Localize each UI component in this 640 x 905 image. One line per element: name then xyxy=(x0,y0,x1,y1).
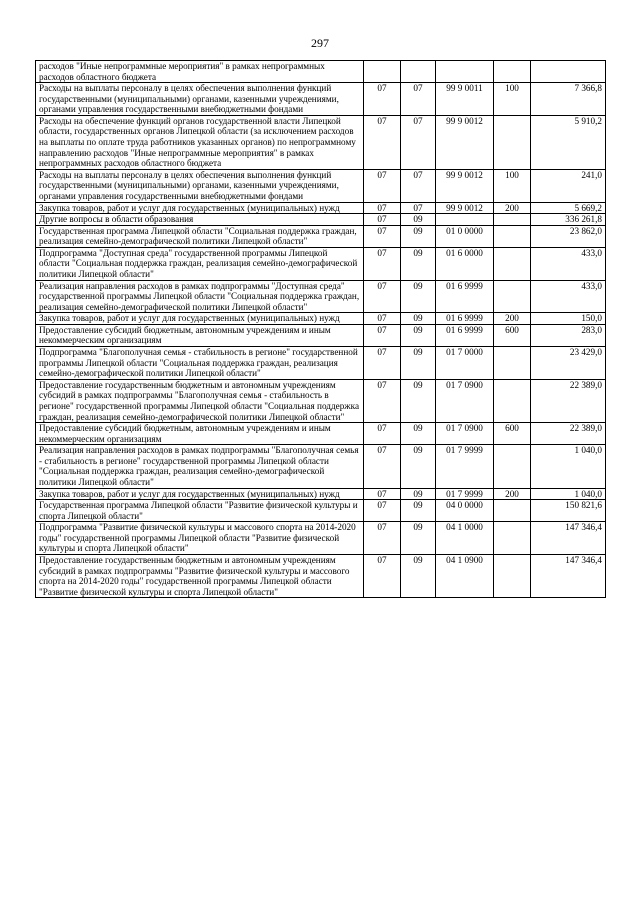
row-amount: 5 669,2 xyxy=(531,202,606,214)
row-target-article xyxy=(436,61,494,83)
row-section-code: 07 xyxy=(364,214,401,226)
row-subsection-code: 09 xyxy=(401,324,436,346)
table-row xyxy=(36,379,606,422)
table-row xyxy=(36,500,606,522)
table-row xyxy=(36,61,606,83)
row-subsection-code: 07 xyxy=(401,202,436,214)
row-section-code: 07 xyxy=(364,379,401,422)
row-target-article: 01 0 0000 xyxy=(436,225,494,247)
row-amount: 433,0 xyxy=(531,280,606,313)
row-target-article: 04 1 0000 xyxy=(436,522,494,555)
table-row xyxy=(36,214,606,226)
row-amount: 147 346,4 xyxy=(531,555,606,598)
row-section-code: 07 xyxy=(364,423,401,445)
row-subsection-code: 09 xyxy=(401,445,436,488)
row-amount: 7 366,8 xyxy=(531,83,606,116)
row-subsection-code: 09 xyxy=(401,214,436,226)
row-section-code: 07 xyxy=(364,169,401,202)
row-target-article: 99 9 0012 xyxy=(436,115,494,169)
row-target-article: 01 6 9999 xyxy=(436,324,494,346)
row-subsection-code: 09 xyxy=(401,522,436,555)
row-subsection-code: 07 xyxy=(401,83,436,116)
row-name: Подпрограмма "Доступная среда" государственной программы Липецкой области "Социальная поддержка граждан, реализация семейно-демографической политики Липецкой области" xyxy=(36,247,364,280)
row-amount: 150,0 xyxy=(531,313,606,325)
row-expense-type: 100 xyxy=(494,169,531,202)
row-amount: 147 346,4 xyxy=(531,522,606,555)
row-target-article: 01 7 9999 xyxy=(436,488,494,500)
row-section-code: 07 xyxy=(364,280,401,313)
row-section-code: 07 xyxy=(364,225,401,247)
table-row xyxy=(36,169,606,202)
row-section-code: 07 xyxy=(364,488,401,500)
row-target-article: 99 9 0012 xyxy=(436,202,494,214)
table-row xyxy=(36,347,606,380)
row-amount: 283,0 xyxy=(531,324,606,346)
row-expense-type xyxy=(494,115,531,169)
row-section-code: 07 xyxy=(364,324,401,346)
row-name: Предоставление государственным бюджетным и автономным учреждениям субсидий в рамках подпрограммы "Благополучная семья - стабильность в регионе" государственной программы Липецкой области "Социальная поддержка граждан, реализация семейно-демографической политики Липецкой области" xyxy=(36,379,364,422)
table-row xyxy=(36,445,606,488)
row-target-article: 04 0 0000 xyxy=(436,500,494,522)
row-subsection-code xyxy=(401,61,436,83)
row-target-article: 04 1 0900 xyxy=(436,555,494,598)
row-subsection-code: 09 xyxy=(401,347,436,380)
row-name: Расходы на обеспечение функций органов государственной власти Липецкой области, государственных органов Липецкой области (за исключением расходов на выплаты по оплате труда работников указанных органов) по непрограммному направлению расходов "Иные непрограммные мероприятия" в рамках непрограммных расходов областного бюджета xyxy=(36,115,364,169)
row-amount: 433,0 xyxy=(531,247,606,280)
row-amount: 1 040,0 xyxy=(531,488,606,500)
row-expense-type: 100 xyxy=(494,83,531,116)
row-expense-type xyxy=(494,247,531,280)
row-subsection-code: 09 xyxy=(401,313,436,325)
row-name: Расходы на выплаты персоналу в целях обеспечения выполнения функций государственными (муниципальными) органами, казенными учреждениями, органами управления государственными внебюджетными фондами xyxy=(36,83,364,116)
row-target-article: 99 9 0012 xyxy=(436,169,494,202)
row-target-article: 99 9 0011 xyxy=(436,83,494,116)
row-target-article: 01 7 9999 xyxy=(436,445,494,488)
row-section-code: 07 xyxy=(364,202,401,214)
row-subsection-code: 09 xyxy=(401,225,436,247)
row-expense-type xyxy=(494,555,531,598)
row-name: Предоставление субсидий бюджетным, автономным учреждениям и иным некоммерческим организациям xyxy=(36,324,364,346)
row-subsection-code: 07 xyxy=(401,115,436,169)
row-section-code: 07 xyxy=(364,500,401,522)
row-section-code: 07 xyxy=(364,247,401,280)
row-expense-type xyxy=(494,225,531,247)
row-section-code xyxy=(364,61,401,83)
row-section-code: 07 xyxy=(364,313,401,325)
row-expense-type xyxy=(494,214,531,226)
row-subsection-code: 09 xyxy=(401,555,436,598)
row-subsection-code: 09 xyxy=(401,280,436,313)
row-name: Реализация направления расходов в рамках подпрограммы "Благополучная семья - стабильность в регионе" государственной программы Липецкой области "Социальная поддержка граждан, реализация семейно-демографической политики Липецкой области" xyxy=(36,445,364,488)
row-section-code: 07 xyxy=(364,347,401,380)
row-name: Расходы на выплаты персоналу в целях обеспечения выполнения функций государственными (муниципальными) органами, казенными учреждениями, органами управления государственными внебюджетными фондами xyxy=(36,169,364,202)
row-name: Предоставление государственным бюджетным и автономным учреждениям субсидий в рамках подпрограммы "Развитие физической культуры и массового спорта на 2014-2020 годы" государственной программы Липецкой области "Развитие физической культуры и спорта Липецкой области" xyxy=(36,555,364,598)
row-amount xyxy=(531,61,606,83)
row-expense-type xyxy=(494,280,531,313)
row-target-article: 01 6 9999 xyxy=(436,313,494,325)
row-subsection-code: 09 xyxy=(401,500,436,522)
table-row xyxy=(36,225,606,247)
row-expense-type: 200 xyxy=(494,313,531,325)
row-section-code: 07 xyxy=(364,445,401,488)
table-row xyxy=(36,324,606,346)
row-subsection-code: 09 xyxy=(401,247,436,280)
row-name: Предоставление субсидий бюджетным, автономным учреждениям и иным некоммерческим организациям xyxy=(36,423,364,445)
table-row xyxy=(36,202,606,214)
row-target-article: 01 7 0900 xyxy=(436,423,494,445)
row-expense-type: 600 xyxy=(494,324,531,346)
row-expense-type: 600 xyxy=(494,423,531,445)
row-amount: 23 429,0 xyxy=(531,347,606,380)
row-amount: 150 821,6 xyxy=(531,500,606,522)
row-name: Закупка товаров, работ и услуг для государственных (муниципальных) нужд xyxy=(36,313,364,325)
table-row xyxy=(36,115,606,169)
row-expense-type xyxy=(494,445,531,488)
row-name: Реализация направления расходов в рамках подпрограммы "Доступная среда" государственной программы Липецкой области "Социальная поддержка граждан, реализация семейно-демографической политики Липецкой области" xyxy=(36,280,364,313)
table-row xyxy=(36,555,606,598)
row-amount: 22 389,0 xyxy=(531,423,606,445)
row-target-article: 01 6 0000 xyxy=(436,247,494,280)
row-amount: 336 261,8 xyxy=(531,214,606,226)
table-row xyxy=(36,83,606,116)
row-target-article: 01 6 9999 xyxy=(436,280,494,313)
table-row xyxy=(36,423,606,445)
row-section-code: 07 xyxy=(364,555,401,598)
table-row xyxy=(36,280,606,313)
row-name: расходов "Иные непрограммные мероприятия" в рамках непрограммных расходов областного бюджета xyxy=(36,61,364,83)
table-row xyxy=(36,522,606,555)
row-expense-type: 200 xyxy=(494,488,531,500)
row-expense-type xyxy=(494,500,531,522)
row-subsection-code: 09 xyxy=(401,488,436,500)
row-target-article xyxy=(436,214,494,226)
row-name: Другие вопросы в области образования xyxy=(36,214,364,226)
row-name: Закупка товаров, работ и услуг для государственных (муниципальных) нужд xyxy=(36,488,364,500)
row-expense-type: 200 xyxy=(494,202,531,214)
row-name: Государственная программа Липецкой области "Развитие физической культуры и спорта Липецкой области" xyxy=(36,500,364,522)
row-name: Подпрограмма "Развитие физической культуры и массового спорта на 2014-2020 годы" государственной программы Липецкой области "Развитие физической культуры и спорта Липецкой области" xyxy=(36,522,364,555)
table-row xyxy=(36,488,606,500)
row-section-code: 07 xyxy=(364,83,401,116)
row-target-article: 01 7 0000 xyxy=(436,347,494,380)
row-amount: 23 862,0 xyxy=(531,225,606,247)
row-amount: 5 910,2 xyxy=(531,115,606,169)
row-amount: 1 040,0 xyxy=(531,445,606,488)
table-row xyxy=(36,247,606,280)
page-number: 297 xyxy=(311,36,329,50)
row-expense-type xyxy=(494,61,531,83)
table-row xyxy=(36,313,606,325)
row-name: Государственная программа Липецкой области "Социальная поддержка граждан, реализация семейно-демографической политики Липецкой области" xyxy=(36,225,364,247)
row-target-article: 01 7 0900 xyxy=(436,379,494,422)
row-name: Закупка товаров, работ и услуг для государственных (муниципальных) нужд xyxy=(36,202,364,214)
budget-table xyxy=(35,60,606,598)
row-expense-type xyxy=(494,347,531,380)
row-amount: 241,0 xyxy=(531,169,606,202)
row-section-code: 07 xyxy=(364,115,401,169)
row-amount: 22 389,0 xyxy=(531,379,606,422)
row-section-code: 07 xyxy=(364,522,401,555)
row-expense-type xyxy=(494,522,531,555)
row-name: Подпрограмма "Благополучная семья - стабильность в регионе" государственной программы Липецкой области "Социальная поддержка граждан, реализация семейно-демографической политики Липецкой области" xyxy=(36,347,364,380)
row-subsection-code: 07 xyxy=(401,169,436,202)
row-subsection-code: 09 xyxy=(401,379,436,422)
row-subsection-code: 09 xyxy=(401,423,436,445)
row-expense-type xyxy=(494,379,531,422)
